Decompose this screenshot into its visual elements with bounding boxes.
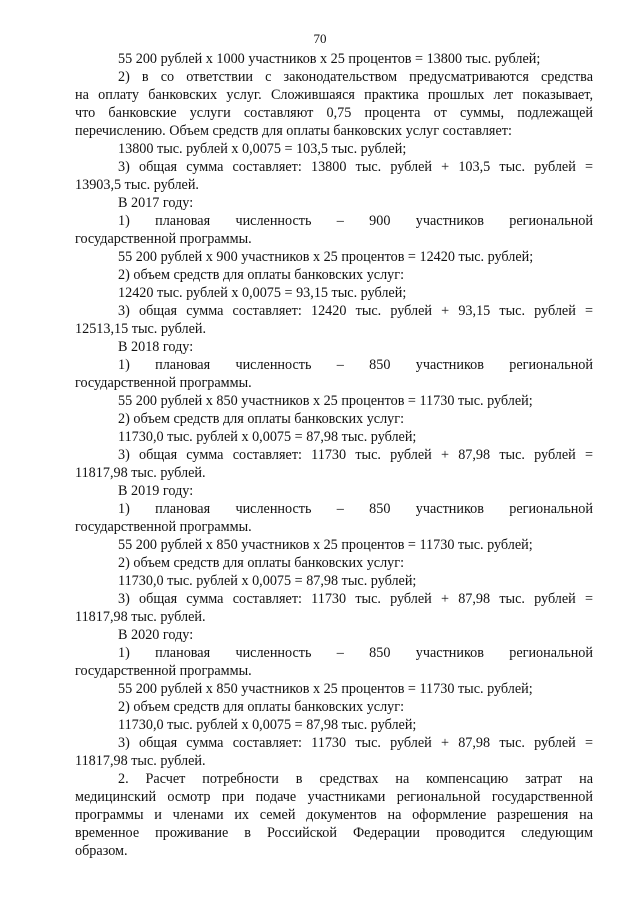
text-line: медицинский осмотр при подаче участниками региональной государственной [75,789,593,805]
text-line: 55 200 рублей х 850 участников х 25 процентов = 11730 тыс. рублей; [118,393,533,409]
text-line: образом. [75,843,128,859]
text-line: государственной программы. [75,663,252,679]
text-line: государственной программы. [75,375,252,391]
text-line: 3) общая сумма составляет: 12420 тыс. рублей + 93,15 тыс. рублей = [118,303,593,319]
text-line: 13903,5 тыс. рублей. [75,177,199,193]
text-line: 11817,98 тыс. рублей. [75,609,206,625]
text-line: 11817,98 тыс. рублей. [75,465,206,481]
document-body [75,50,593,860]
text-line: 2. Расчет потребности в средствах на компенсацию затрат на [118,771,593,787]
text-line: 1) плановая численность – 850 участников региональной [118,645,593,661]
text-line: 55 200 рублей х 900 участников х 25 процентов = 12420 тыс. рублей; [118,249,534,265]
text-line: на оплату банковских услуг. Сложившаяся практика прошлых лет показывает, [75,87,593,103]
text-line: 12513,15 тыс. рублей. [75,321,207,337]
text-line: 11730,0 тыс. рублей х 0,0075 = 87,98 тыс. рублей; [118,429,417,445]
text-line: 55 200 рублей х 1000 участников х 25 процентов = 13800 тыс. рублей; [118,51,541,67]
text-line: 1) плановая численность – 850 участников региональной [118,501,593,517]
year-heading: В 2017 году: [118,195,194,211]
text-line: что банковские услуги составляют 0,75 процента от суммы, подлежащей [75,105,593,121]
text-line: 13800 тыс. рублей х 0,0075 = 103,5 тыс. рублей; [118,141,407,157]
text-line: 2) объем средств для оплаты банковских услуг: [118,411,405,427]
text-line: 1) плановая численность – 900 участников региональной [118,213,593,229]
text-line: 2) объем средств для оплаты банковских услуг: [118,267,405,283]
year-heading: В 2019 году: [118,483,194,499]
text-line: государственной программы. [75,231,252,247]
text-line: временное проживание в Российской Федерации проводится следующим [75,825,593,841]
text-line: 11730,0 тыс. рублей х 0,0075 = 87,98 тыс. рублей; [118,717,417,733]
text-line: 3) общая сумма составляет: 11730 тыс. рублей + 87,98 тыс. рублей = [118,591,593,607]
text-line: 1) плановая численность – 850 участников региональной [118,357,593,373]
text-line: 2) в со ответствии с законодательством предусматриваются средства [118,69,593,85]
text-line: 3) общая сумма составляет: 13800 тыс. рублей + 103,5 тыс. рублей = [118,159,593,175]
page-number: 70 [313,31,327,46]
text-line: 12420 тыс. рублей х 0,0075 = 93,15 тыс. рублей; [118,285,407,301]
year-heading: В 2020 году: [118,627,194,643]
text-line: 3) общая сумма составляет: 11730 тыс. рублей + 87,98 тыс. рублей = [118,735,593,751]
text-line: 2) объем средств для оплаты банковских услуг: [118,699,405,715]
text-line: 3) общая сумма составляет: 11730 тыс. рублей + 87,98 тыс. рублей = [118,447,593,463]
text-line: государственной программы. [75,519,252,535]
text-line: программы и членами их семей документов на оформление разрешения на [75,807,593,823]
text-line: 55 200 рублей х 850 участников х 25 процентов = 11730 тыс. рублей; [118,681,533,697]
text-line: 11730,0 тыс. рублей х 0,0075 = 87,98 тыс. рублей; [118,573,417,589]
text-line: 11817,98 тыс. рублей. [75,753,206,769]
text-line: перечислению. Объем средств для оплаты банковских услуг составляет: [75,123,512,139]
text-line: 2) объем средств для оплаты банковских услуг: [118,555,405,571]
text-line: 55 200 рублей х 850 участников х 25 процентов = 11730 тыс. рублей; [118,537,533,553]
year-heading: В 2018 году: [118,339,194,355]
